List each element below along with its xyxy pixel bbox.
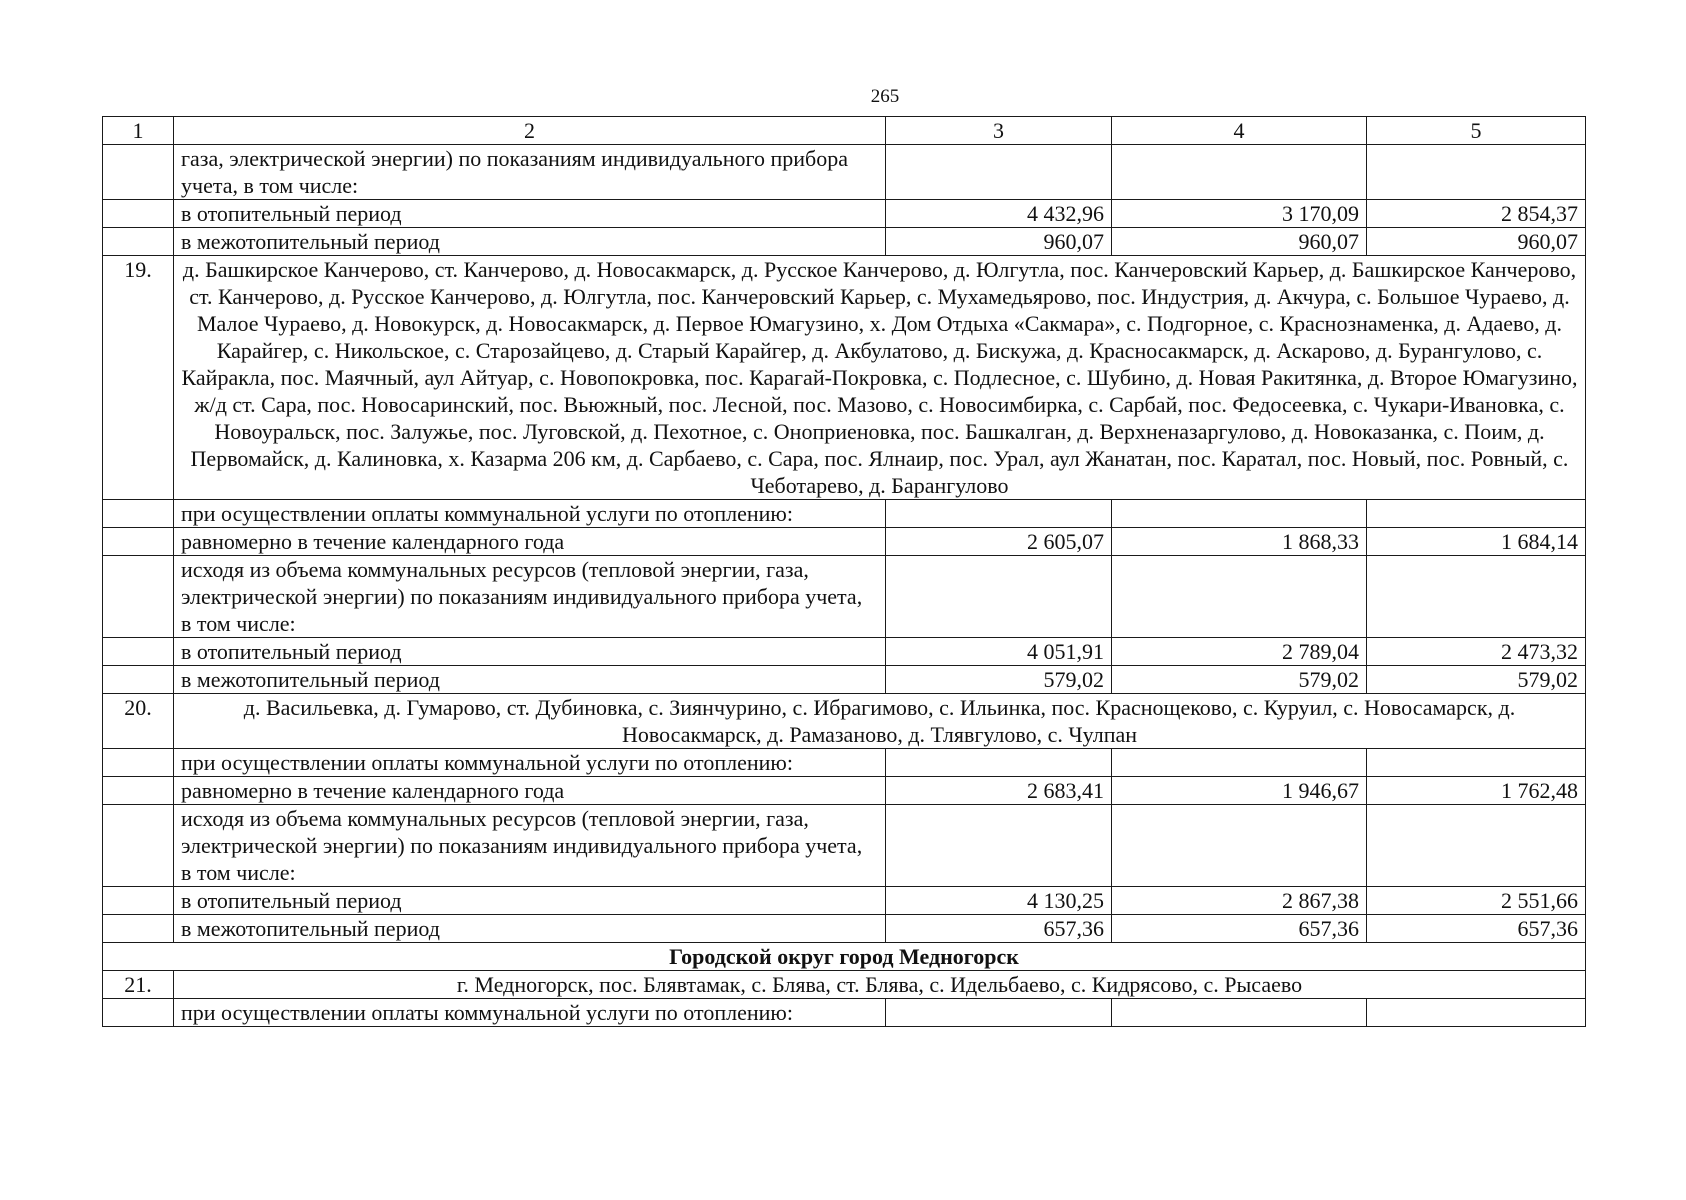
value-col-3: 2 605,07	[886, 528, 1112, 556]
value-col-5	[1367, 145, 1586, 200]
locality-row	[103, 971, 1586, 999]
row-description: в межотопительный период	[174, 228, 886, 256]
table-row	[103, 805, 1586, 887]
value-col-3	[886, 500, 1112, 528]
row-number	[103, 887, 174, 915]
row-number	[103, 556, 174, 638]
table-row	[103, 666, 1586, 694]
row-number: 20.	[103, 694, 174, 749]
tariff-table	[102, 116, 1586, 1027]
value-col-3: 2 683,41	[886, 777, 1112, 805]
row-number	[103, 777, 174, 805]
row-number	[103, 666, 174, 694]
row-description: при осуществлении оплаты коммунальной услуги по отоплению:	[174, 749, 886, 777]
header-cell-3: 3	[886, 117, 1112, 145]
table-row	[103, 749, 1586, 777]
value-col-5: 2 551,66	[1367, 887, 1586, 915]
value-col-3	[886, 145, 1112, 200]
value-col-4: 657,36	[1112, 915, 1367, 943]
value-col-4: 1 868,33	[1112, 528, 1367, 556]
value-col-5: 579,02	[1367, 666, 1586, 694]
table-row	[103, 777, 1586, 805]
row-number	[103, 805, 174, 887]
header-cell-5: 5	[1367, 117, 1586, 145]
value-col-3	[886, 749, 1112, 777]
row-description: при осуществлении оплаты коммунальной услуги по отоплению:	[174, 500, 886, 528]
value-col-5	[1367, 999, 1586, 1027]
locality-row	[103, 256, 1586, 500]
header-cell-1: 1	[103, 117, 174, 145]
row-number	[103, 638, 174, 666]
row-description: газа, электрической энергии) по показаниям индивидуального прибора учета, в том числе:	[174, 145, 886, 200]
value-col-3: 960,07	[886, 228, 1112, 256]
row-description: исходя из объема коммунальных ресурсов (тепловой энергии, газа, электрической энергии) по показаниям индивидуального прибора учета, в том числе:	[174, 805, 886, 887]
value-col-5: 2 473,32	[1367, 638, 1586, 666]
row-number	[103, 915, 174, 943]
table-row	[103, 887, 1586, 915]
table-row	[103, 145, 1586, 200]
table-row	[103, 999, 1586, 1027]
value-col-3	[886, 999, 1112, 1027]
header-cell-2: 2	[174, 117, 886, 145]
table-row	[103, 200, 1586, 228]
header-cell-4: 4	[1112, 117, 1367, 145]
row-description: равномерно в течение календарного года	[174, 528, 886, 556]
value-col-4: 1 946,67	[1112, 777, 1367, 805]
value-col-3: 4 130,25	[886, 887, 1112, 915]
section-row	[103, 943, 1586, 971]
table-row	[103, 228, 1586, 256]
row-number	[103, 528, 174, 556]
row-number	[103, 749, 174, 777]
row-description: при осуществлении оплаты коммунальной услуги по отоплению:	[174, 999, 886, 1027]
value-col-3: 4 432,96	[886, 200, 1112, 228]
locality-list: г. Медногорск, пос. Блявтамак, с. Блява, ст. Блява, с. Идельбаево, с. Кидрясово, с. Рысаево	[174, 971, 1586, 999]
table-row	[103, 638, 1586, 666]
value-col-5: 960,07	[1367, 228, 1586, 256]
row-description: в отопительный период	[174, 887, 886, 915]
locality-list: д. Васильевка, д. Гумарово, ст. Дубиновка, с. Зиянчурино, с. Ибрагимово, с. Ильинка, пос. Краснощеково, с. Куруил, с. Новосамарск, д. Новосакмарск, д. Рамазаново, д. Тлявгулово, с. Чулпан	[174, 694, 1586, 749]
value-col-4: 2 789,04	[1112, 638, 1367, 666]
value-col-3	[886, 556, 1112, 638]
value-col-5	[1367, 749, 1586, 777]
value-col-4	[1112, 805, 1367, 887]
value-col-4: 2 867,38	[1112, 887, 1367, 915]
row-description: в межотопительный период	[174, 666, 886, 694]
row-description: равномерно в течение календарного года	[174, 777, 886, 805]
value-col-5	[1367, 500, 1586, 528]
value-col-3: 657,36	[886, 915, 1112, 943]
value-col-4: 579,02	[1112, 666, 1367, 694]
value-col-4: 960,07	[1112, 228, 1367, 256]
page-number: 265	[870, 86, 900, 107]
value-col-4	[1112, 556, 1367, 638]
value-col-3: 579,02	[886, 666, 1112, 694]
row-number	[103, 500, 174, 528]
value-col-4: 3 170,09	[1112, 200, 1367, 228]
row-number	[103, 145, 174, 200]
value-col-4	[1112, 145, 1367, 200]
value-col-4	[1112, 749, 1367, 777]
value-col-5: 2 854,37	[1367, 200, 1586, 228]
row-description: в отопительный период	[174, 200, 886, 228]
row-number	[103, 228, 174, 256]
table-row	[103, 500, 1586, 528]
row-number: 19.	[103, 256, 174, 500]
value-col-4	[1112, 500, 1367, 528]
row-number	[103, 200, 174, 228]
table-row	[103, 556, 1586, 638]
section-heading: Городской округ город Медногорск	[103, 943, 1586, 971]
row-description: в межотопительный период	[174, 915, 886, 943]
locality-list: д. Башкирское Канчерово, ст. Канчерово, д. Новосакмарск, д. Русское Канчерово, д. Юлгутла, пос. Канчеровский Карьер, д. Башкирское Канчерово, ст. Канчерово, д. Русское Канчерово, д. Юлгутла, пос. Канчеровский Карьер, с. Мухамедьярово, пос. Индустрия, д. Акчура, с. Большое Чураево, д. Малое Чураево, д. Новокурск, д. Новосакмарск, д. Первое Юмагузино, х. Дом Отдыха «Сакмара», с. Подгорное, с. Краснознаменка, д. Адаево, д. Карайгер, с. Никольское, с. Старозайцево, д. Старый Карайгер, д. Акбулатово, д. Бискужа, д. Красносакмарск, д. Аскарово, д. Бурангулово, с. Кайракла, пос. Маячный, аул Айтуар, с. Новопокровка, пос. Карагай-Покровка, с. Подлесное, с. Шубино, д. Новая Ракитянка, д. Второе Юмагузино, ж/д ст. Сара, пос. Новосаринский, пос. Вьюжный, пос. Лесной, пос. Мазово, с. Новосимбирка, с. Сарбай, пос. Федосеевка, с. Чукари-Ивановка, с. Новоуральск, пос. Залужье, пос. Луговской, д. Пехотное, с. Оноприеновка, пос. Башкалган, д. Верхненазаргулово, д. Новоказанка, с. Поим, д. Первомайск, д. Калиновка, х. Казарма 206 км, д. Сарбаево, с. Сара, пос. Ялнаир, пос. Урал, аул Жанатан, пос. Каратал, пос. Новый, пос. Ровный, с. Чеботарево, д. Барангулово	[174, 256, 1586, 500]
value-col-5: 1 762,48	[1367, 777, 1586, 805]
table-row	[103, 915, 1586, 943]
locality-row	[103, 694, 1586, 749]
value-col-4	[1112, 999, 1367, 1027]
value-col-5: 657,36	[1367, 915, 1586, 943]
value-col-5	[1367, 556, 1586, 638]
value-col-3: 4 051,91	[886, 638, 1112, 666]
value-col-5: 1 684,14	[1367, 528, 1586, 556]
row-description: в отопительный период	[174, 638, 886, 666]
table-row	[103, 528, 1586, 556]
value-col-3	[886, 805, 1112, 887]
value-col-5	[1367, 805, 1586, 887]
header-row	[103, 117, 1586, 145]
row-description: исходя из объема коммунальных ресурсов (тепловой энергии, газа, электрической энергии) по показаниям индивидуального прибора учета, в том числе:	[174, 556, 886, 638]
row-number: 21.	[103, 971, 174, 999]
row-number	[103, 999, 174, 1027]
